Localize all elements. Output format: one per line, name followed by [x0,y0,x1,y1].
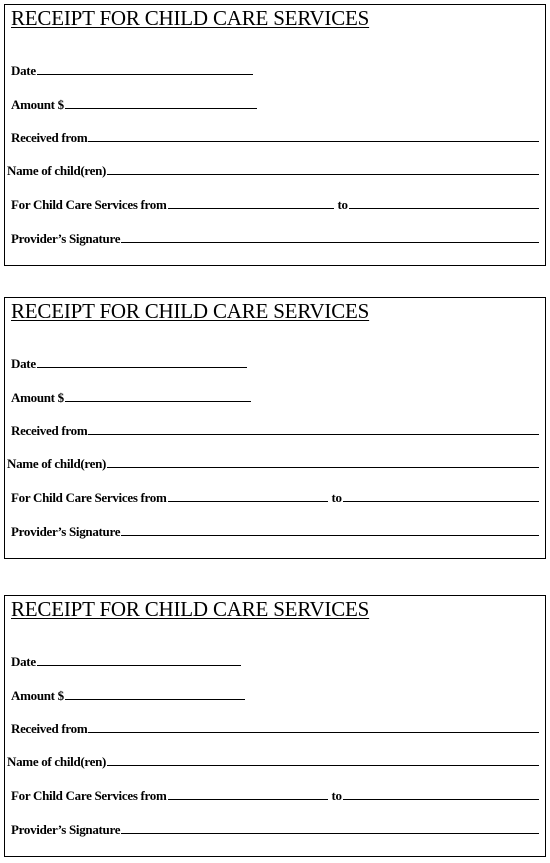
service-period-row [11,788,539,804]
amount-row [11,390,251,406]
signature-row [11,822,539,838]
receipt-form-1 [4,4,546,266]
amount-row [11,97,257,113]
receipt-title: RECEIPT FOR CHILD CARE SERVICES [11,299,370,323]
to-label: to [331,490,342,505]
received-from-field[interactable] [88,721,539,733]
amount-label: Amount $ [11,688,64,703]
service-period-row [11,490,539,506]
amount-field[interactable] [65,390,251,402]
receipt-title: RECEIPT FOR CHILD CARE SERVICES [11,6,370,30]
received-from-field[interactable] [88,423,539,435]
date-field[interactable] [37,356,247,368]
services-from-label: For Child Care Services from [11,197,167,212]
received-from-label: Received from [11,423,88,438]
child-name-field[interactable] [107,163,539,175]
date-label: Date [11,63,36,78]
signature-label: Provider’s Signature [11,231,121,246]
services-to-field[interactable] [343,788,539,800]
signature-row [11,231,539,247]
services-from-field[interactable] [168,197,334,209]
child-name-label: Name of child(ren) [7,456,107,471]
amount-row [11,688,245,704]
received-from-row [11,130,539,146]
date-row [11,654,241,670]
receipt-form-2 [4,297,546,559]
child-name-row [7,456,539,472]
child-name-row [7,754,539,770]
services-to-field[interactable] [349,197,539,209]
services-from-label: For Child Care Services from [11,788,167,803]
to-label: to [331,788,342,803]
signature-label: Provider’s Signature [11,822,121,837]
services-from-field[interactable] [168,788,328,800]
to-label: to [337,197,348,212]
amount-label: Amount $ [11,97,64,112]
signature-field[interactable] [121,524,539,536]
services-from-label: For Child Care Services from [11,490,167,505]
received-from-field[interactable] [88,130,539,142]
signature-row [11,524,539,540]
receipt-title: RECEIPT FOR CHILD CARE SERVICES [11,597,370,621]
child-name-field[interactable] [107,456,539,468]
services-to-field[interactable] [343,490,539,502]
child-name-label: Name of child(ren) [7,754,107,769]
date-row [11,356,247,372]
services-from-field[interactable] [168,490,328,502]
signature-label: Provider’s Signature [11,524,121,539]
received-from-label: Received from [11,130,88,145]
date-label: Date [11,356,36,371]
received-from-row [11,721,539,737]
child-name-label: Name of child(ren) [7,163,107,178]
amount-label: Amount $ [11,390,64,405]
date-row [11,63,253,79]
receipt-form-3 [4,595,546,857]
child-name-row [7,163,539,179]
signature-field[interactable] [121,822,539,834]
child-name-field[interactable] [107,754,539,766]
amount-field[interactable] [65,688,245,700]
amount-field[interactable] [65,97,257,109]
signature-field[interactable] [121,231,539,243]
service-period-row [11,197,539,213]
date-label: Date [11,654,36,669]
received-from-label: Received from [11,721,88,736]
date-field[interactable] [37,63,253,75]
received-from-row [11,423,539,439]
date-field[interactable] [37,654,241,666]
